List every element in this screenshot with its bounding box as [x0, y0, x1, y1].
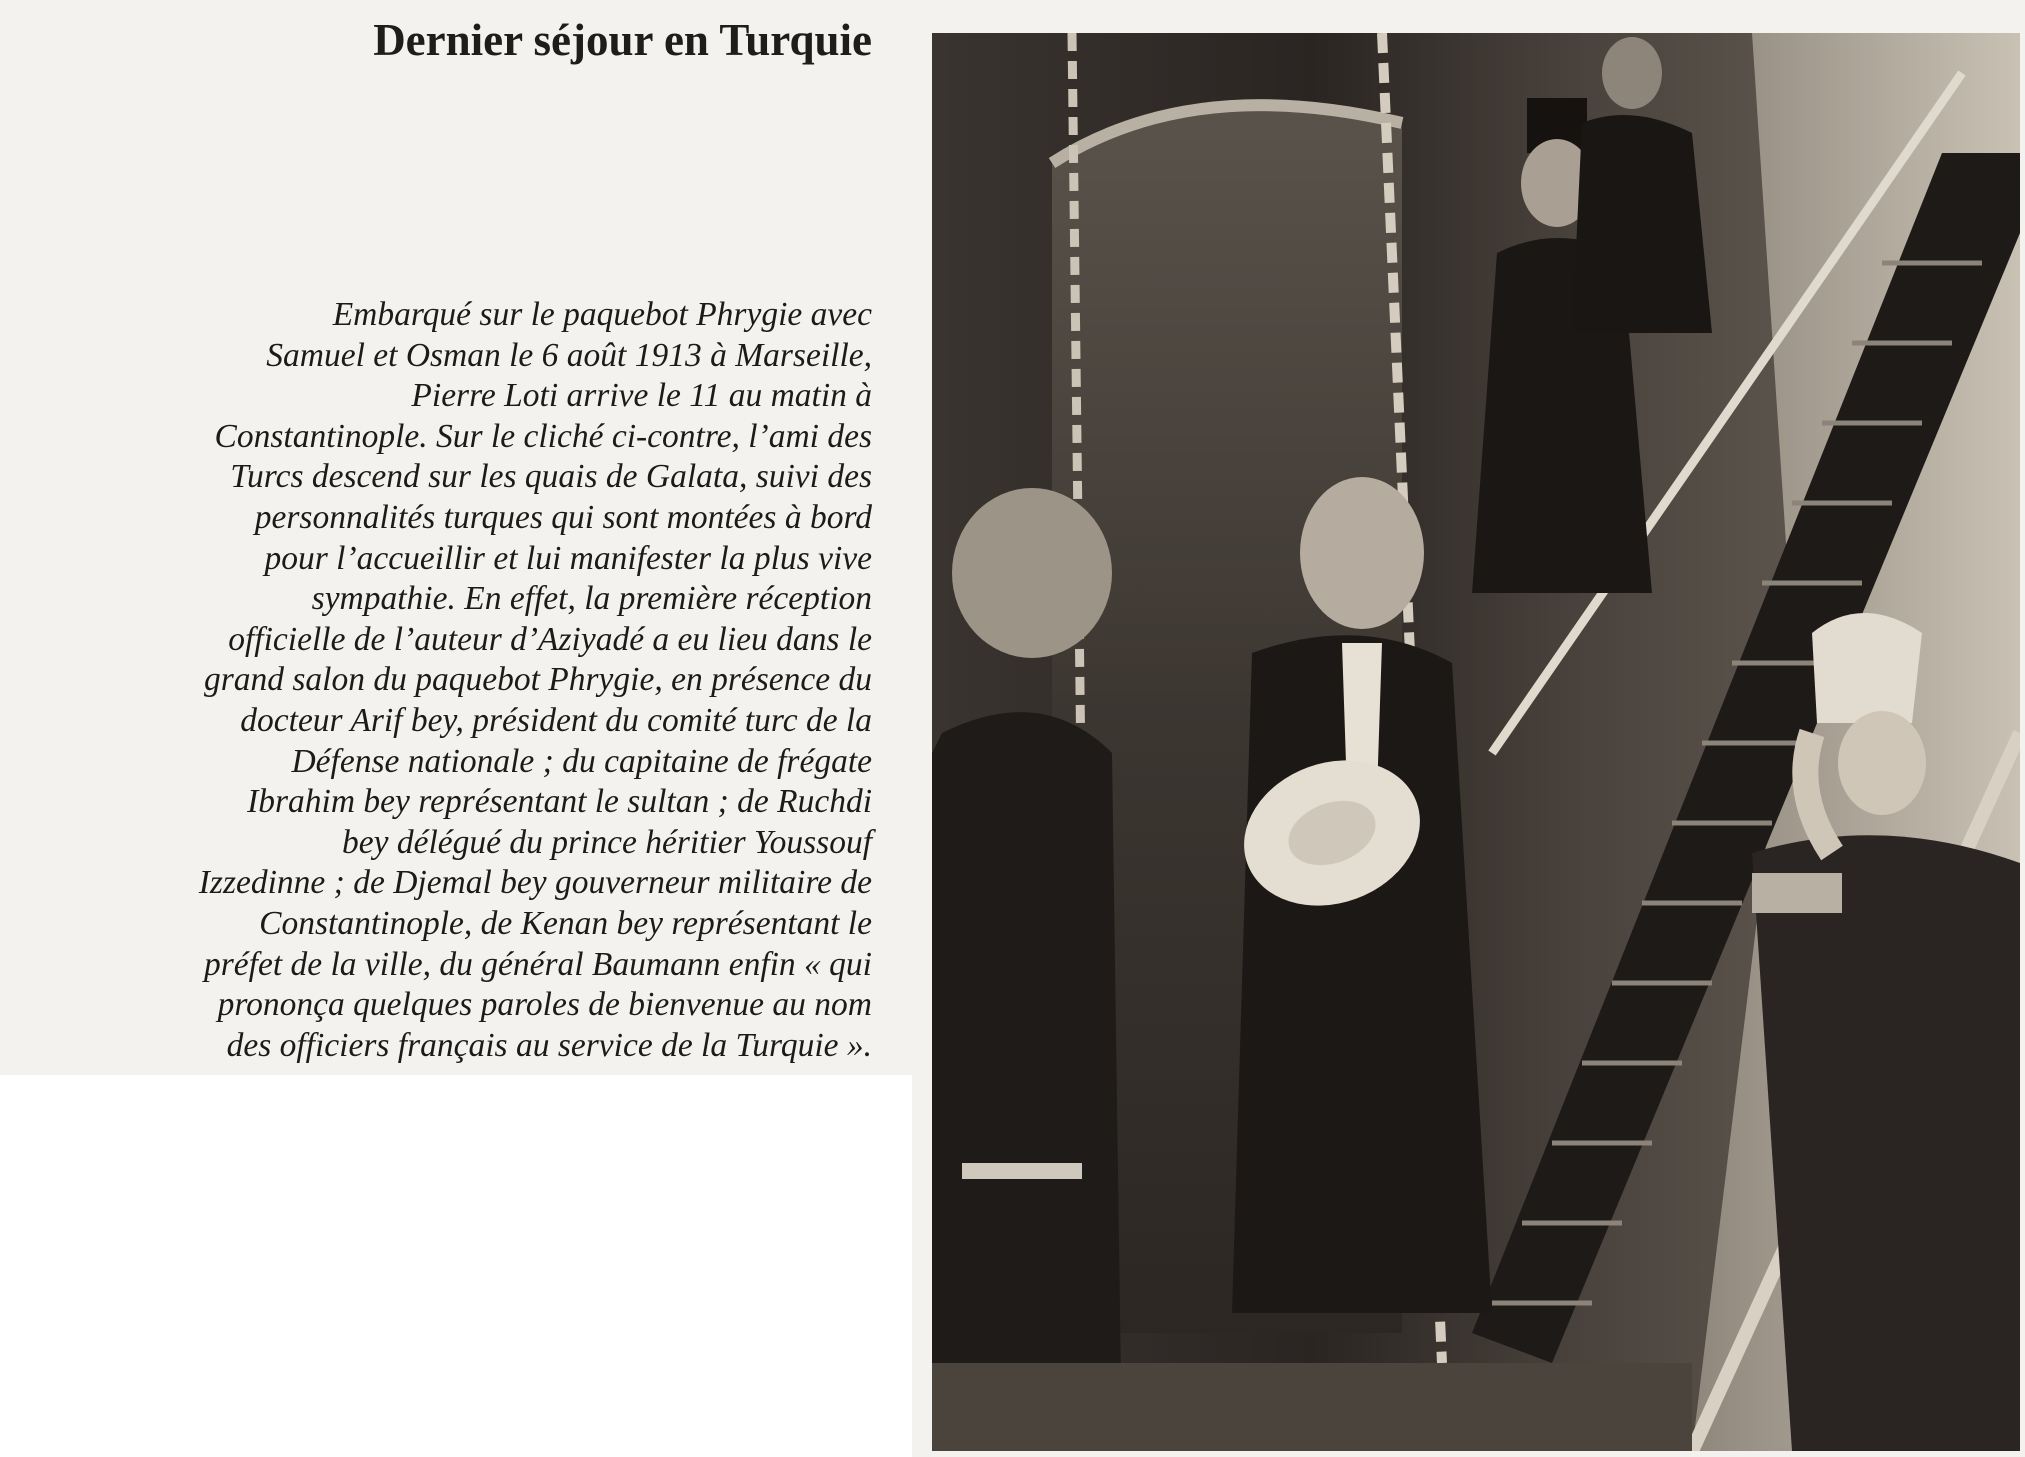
caption-line: grand salon du paquebot Phrygie, en présence du [203, 661, 872, 699]
caption-line: Constantinople, de Kenan bey représentant le [259, 904, 872, 942]
caption-line: Défense nationale ; du capitaine de frégate [291, 742, 872, 780]
caption-line: préfet de la ville, du général Baumann enfin « qui [203, 945, 872, 983]
caption-line: bey délégué du prince héritier Youssouf [341, 823, 872, 861]
caption-line: Turcs descend sur les quais de Galata, suivi des [230, 458, 872, 496]
quay-ground [932, 1363, 1692, 1451]
caption-line: Samuel et Osman le 6 août 1913 à Marseille, [266, 336, 872, 374]
caption-line: prononça quelques paroles de bienvenue au nom [217, 986, 872, 1024]
caption-text [32, 295, 872, 1066]
caption-line: Pierre Loti arrive le 11 au matin à [411, 377, 872, 415]
caption-line: Ibrahim bey représentant le sultan ; de Ruchdi [247, 783, 872, 821]
caption-line: personnalités turques qui sont montées à bord [254, 498, 872, 536]
caption-line: sympathie. En effet, la première réception [311, 580, 872, 618]
historical-photograph [932, 33, 2020, 1451]
page-title: Dernier séjour en Turquie [373, 15, 872, 65]
caption-line: officielle de l’auteur d’Aziyadé a eu lieu dans le [228, 620, 872, 658]
caption-line: Izzedinne ; de Djemal bey gouverneur militaire de [198, 864, 872, 902]
caption-line: des officiers français au service de la Turquie ». [226, 1026, 872, 1064]
photograph-illustration [932, 33, 2020, 1451]
caption-line: Embarqué sur le paquebot Phrygie avec [332, 296, 872, 333]
caption-line: pour l’accueillir et lui manifester la plus vive [264, 539, 872, 577]
caption-line: docteur Arif bey, président du comité turc de la [240, 701, 872, 739]
caption-line: Constantinople. Sur le cliché ci-contre, l’ami des [214, 417, 872, 455]
